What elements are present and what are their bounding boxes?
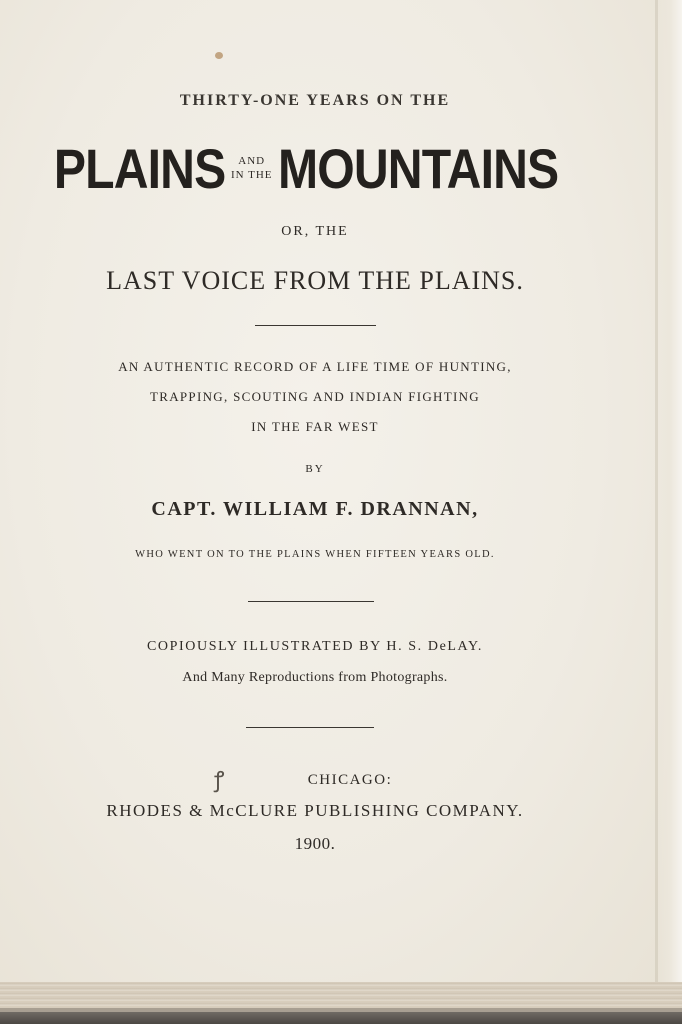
record-line-1: AN AUTHENTIC RECORD OF A LIFE TIME OF HUNTING, (118, 359, 512, 374)
divider-rule-1 (255, 325, 376, 326)
headline-and: AND (238, 155, 266, 167)
subtitle: LAST VOICE FROM THE PLAINS. (106, 266, 524, 295)
record-line-3: IN THE FAR WEST (251, 419, 379, 434)
author-note: WHO WENT ON TO THE PLAINS WHEN FIFTEEN YEARS OLD. (135, 549, 495, 560)
paper-stain (215, 52, 223, 59)
page-margin-right (658, 0, 682, 1000)
city-text: CHICAGO: (307, 772, 393, 788)
headline-in-the: IN THE (230, 169, 273, 181)
book-cover (0, 1012, 682, 1024)
publisher-city (0, 772, 630, 789)
divider-rule-2 (248, 601, 374, 602)
main-headline (0, 135, 630, 201)
by-line: BY (305, 463, 325, 475)
headline-mountains: MOUNTAINS (278, 136, 559, 200)
page-block-edge (0, 982, 682, 1024)
or-the-line: OR, THE (281, 224, 349, 239)
divider-rule-3 (246, 727, 374, 728)
headline-connector (231, 154, 273, 182)
author-name: CAPT. WILLIAM F. DRANNAN, (151, 498, 479, 520)
record-line-2: TRAPPING, SCOUTING AND INDIAN FIGHTING (150, 389, 480, 404)
reproductions-note: And Many Reproductions from Photographs. (182, 670, 448, 685)
publisher-name: RHODES & McCLURE PUBLISHING COMPANY. (106, 801, 524, 820)
ink-mark: ꝭ (214, 768, 225, 793)
illustrated-by: COPIOUSLY ILLUSTRATED BY H. S. DeLAY. (146, 639, 483, 654)
headline-plains: PLAINS (53, 136, 225, 200)
title-line-1: THIRTY-ONE YEARS ON THE (179, 92, 451, 109)
publication-year: 1900. (294, 834, 336, 853)
